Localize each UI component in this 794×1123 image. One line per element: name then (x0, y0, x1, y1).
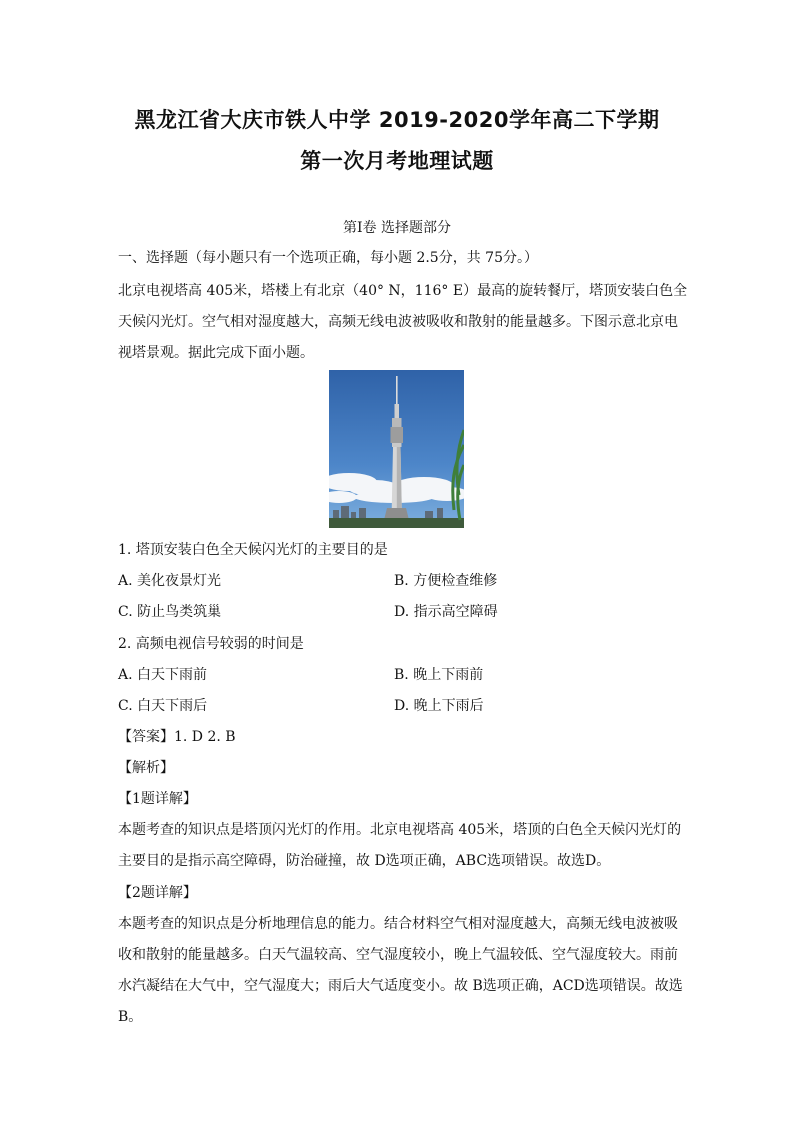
trees (329, 518, 464, 528)
analysis-heading: 【解析】 (118, 760, 174, 776)
material-line: 北京电视塔高 405米，塔楼上有北京（40° N，116° E）最高的旋转餐厅，塔顶安装白色全 (118, 283, 688, 299)
exam-title-line2: 第一次月考地理试题 (300, 149, 494, 173)
part-heading: 一、选择题（每小题只有一个选项正确，每小题 2.5分，共 75分。） (118, 250, 538, 266)
explanation-heading: 【2题详解】 (118, 885, 197, 901)
explanation-line: 主要目的是指示高空障碍，防治碰撞，故 D选项正确，ABC选项错误。故选D。 (118, 853, 611, 869)
answer-key: 【答案】1. D 2. B (118, 729, 236, 745)
option-c: C. 白天下雨后 (118, 698, 208, 714)
material-line: 视塔景观。据此完成下面小题。 (118, 345, 314, 361)
explanation-line: 收和散射的能量越多。白天气温较高、空气湿度较小，晚上气温较低、空气湿度较大。雨前 (118, 947, 678, 963)
option-a: A. 白天下雨前 (118, 667, 208, 683)
explanation-line: B。 (118, 1009, 143, 1025)
explanation-line: 本题考查的知识点是分析地理信息的能力。结合材料空气相对湿度越大，高频无线电波被吸 (118, 916, 678, 932)
question-stem: 1. 塔顶安装白色全天候闪光灯的主要目的是 (118, 542, 388, 558)
explanation-line: 本题考查的知识点是塔顶闪光灯的作用。北京电视塔高 405米，塔顶的白色全天候闪光灯的 (118, 822, 682, 838)
tv-tower-photo (329, 370, 464, 528)
question-stem: 2. 高频电视信号较弱的时间是 (118, 636, 304, 652)
material-line: 天候闪光灯。空气相对湿度越大，高频无线电波被吸收和散射的能量越多。下图示意北京电 (118, 314, 678, 330)
option-d: D. 晚上下雨后 (394, 698, 484, 714)
option-c: C. 防止鸟类筑巢 (118, 604, 222, 620)
exam-title-line1: 黑龙江省大庆市铁人中学 2019-2020学年高二下学期 (134, 108, 660, 132)
option-d: D. 指示高空障碍 (394, 604, 498, 620)
option-b: B. 方便检查维修 (394, 573, 498, 589)
tv-tower-illustration (329, 370, 464, 528)
section-label: 第Ⅰ卷 选择题部分 (343, 220, 451, 236)
explanation-heading: 【1题详解】 (118, 791, 197, 807)
option-a: A. 美化夜景灯光 (118, 573, 222, 589)
option-b: B. 晚上下雨前 (394, 667, 484, 683)
explanation-line: 水汽凝结在大气中，空气湿度大；雨后大气适度变小。故 B选项正确，ACD选项错误。故选 (118, 978, 683, 994)
